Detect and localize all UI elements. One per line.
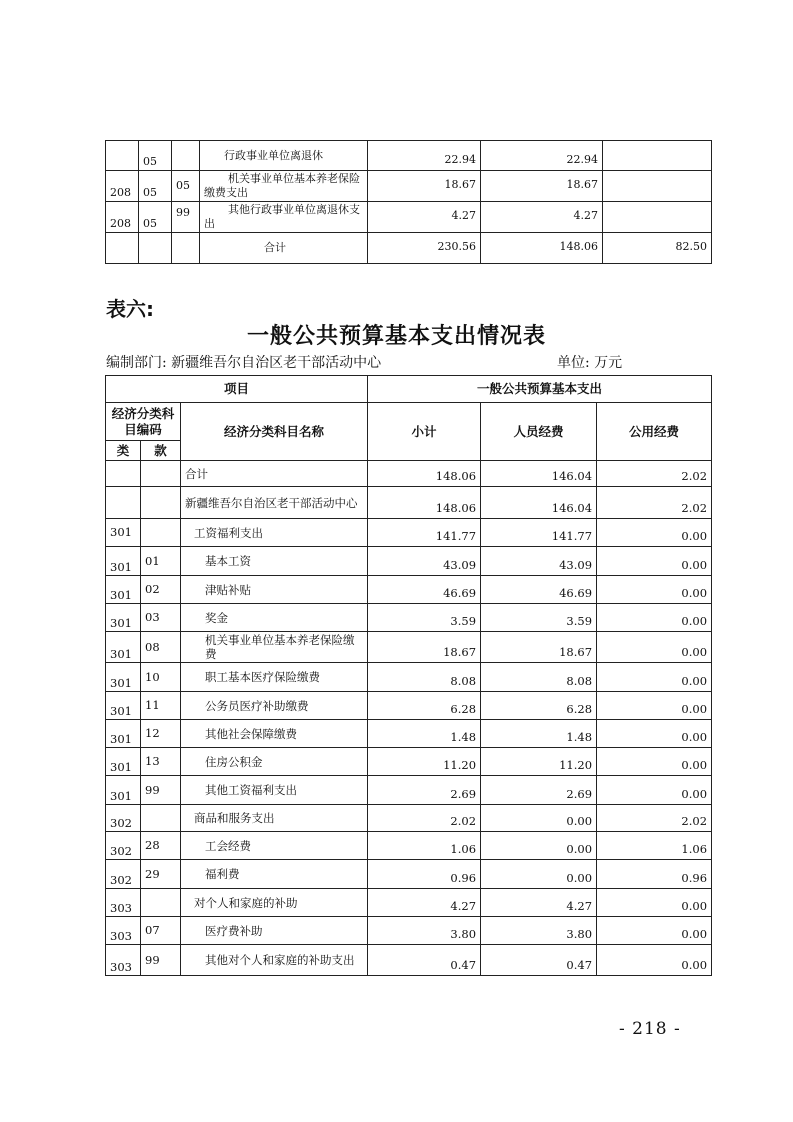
cell-item <box>141 519 181 547</box>
cell-code1: 208 <box>106 202 139 233</box>
cell-econ-name: 其他工资福利支出 <box>181 776 368 805</box>
cell-subtotal: 6.28 <box>368 692 481 720</box>
cell-subtotal: 0.96 <box>368 860 481 889</box>
cell-personnel: 3.80 <box>481 917 597 945</box>
cell-item: 02 <box>141 576 181 604</box>
cell-personnel: 43.09 <box>481 547 597 576</box>
cell-value <box>603 202 712 233</box>
cell-personnel: 141.77 <box>481 519 597 547</box>
cell-subtotal: 8.08 <box>368 663 481 692</box>
cell-item: 08 <box>141 632 181 663</box>
cell-category: 302 <box>106 805 141 832</box>
table-row <box>106 547 712 576</box>
cell-econ-name: 商品和服务支出 <box>181 805 368 832</box>
cell-public: 2.02 <box>597 461 712 487</box>
cell-public: 0.00 <box>597 692 712 720</box>
table-row <box>106 663 712 692</box>
cell-public: 0.00 <box>597 663 712 692</box>
cell-category: 301 <box>106 604 141 632</box>
page-number: - 218 - <box>619 1019 681 1039</box>
cell-category <box>106 487 141 519</box>
cell-item: 13 <box>141 748 181 776</box>
header-cat: 类 <box>106 441 141 461</box>
cell-category: 301 <box>106 692 141 720</box>
cell-value: 4.27 <box>368 202 481 233</box>
unit-label: 单位: 万元 <box>557 355 623 371</box>
cell-econ-name: 医疗费补助 <box>181 917 368 945</box>
cell-item: 29 <box>141 860 181 889</box>
cell-item: 99 <box>141 945 181 976</box>
cell-public: 0.00 <box>597 519 712 547</box>
cell-econ-name: 其他对个人和家庭的补助支出 <box>181 945 368 976</box>
cell-public: 0.00 <box>597 576 712 604</box>
cell-subtotal: 46.69 <box>368 576 481 604</box>
cell-category: 303 <box>106 945 141 976</box>
cell-econ-name: 住房公积金 <box>181 748 368 776</box>
section-label: 表六: <box>106 297 154 321</box>
cell-code1: 208 <box>106 171 139 202</box>
cell-item: 03 <box>141 604 181 632</box>
cell-personnel: 18.67 <box>481 632 597 663</box>
cell-item: 12 <box>141 720 181 748</box>
cell-personnel: 11.20 <box>481 748 597 776</box>
cell-code2 <box>139 233 172 264</box>
cell-public: 0.00 <box>597 720 712 748</box>
cell-econ-name: 新疆维吾尔自治区老干部活动中心 <box>181 487 368 519</box>
cell-category: 301 <box>106 632 141 663</box>
cell-name: 机关事业单位基本养老保险缴费支出 <box>200 171 368 202</box>
cell-category: 301 <box>106 776 141 805</box>
cell-code2: 05 <box>139 171 172 202</box>
cell-subtotal: 148.06 <box>368 461 481 487</box>
header-item: 款 <box>141 441 181 461</box>
table-row <box>106 171 712 202</box>
header-econ-code: 经济分类科目编码 <box>106 403 181 441</box>
table-row <box>106 692 712 720</box>
cell-personnel: 0.47 <box>481 945 597 976</box>
table-row <box>106 202 712 233</box>
cell-item: 11 <box>141 692 181 720</box>
table-row <box>106 487 712 519</box>
cell-subtotal: 1.48 <box>368 720 481 748</box>
cell-item <box>141 487 181 519</box>
cell-subtotal: 0.47 <box>368 945 481 976</box>
cell-category: 301 <box>106 720 141 748</box>
cell-econ-name: 工资福利支出 <box>181 519 368 547</box>
table-row <box>106 576 712 604</box>
table-row <box>106 519 712 547</box>
cell-value: 18.67 <box>368 171 481 202</box>
header-personnel: 人员经费 <box>481 403 597 461</box>
table-row <box>106 604 712 632</box>
header-budget: 一般公共预算基本支出 <box>368 376 712 403</box>
cell-public: 2.02 <box>597 805 712 832</box>
cell-category: 302 <box>106 860 141 889</box>
cell-item: 07 <box>141 917 181 945</box>
cell-public: 0.00 <box>597 945 712 976</box>
cell-econ-name: 基本工资 <box>181 547 368 576</box>
table-row <box>106 889 712 917</box>
cell-personnel: 6.28 <box>481 692 597 720</box>
cell-public: 2.02 <box>597 487 712 519</box>
cell-public: 0.96 <box>597 860 712 889</box>
cell-personnel: 4.27 <box>481 889 597 917</box>
table-row <box>106 805 712 832</box>
cell-item <box>141 805 181 832</box>
cell-code1 <box>106 141 139 171</box>
cell-category: 301 <box>106 748 141 776</box>
cell-public: 0.00 <box>597 917 712 945</box>
cell-personnel: 3.59 <box>481 604 597 632</box>
cell-public: 0.00 <box>597 604 712 632</box>
table-row <box>106 748 712 776</box>
table-row <box>106 832 712 860</box>
cell-econ-name: 职工基本医疗保险缴费 <box>181 663 368 692</box>
cell-subtotal: 43.09 <box>368 547 481 576</box>
continued-budget-table <box>105 140 712 264</box>
cell-subtotal: 148.06 <box>368 487 481 519</box>
cell-public: 0.00 <box>597 748 712 776</box>
cell-category: 303 <box>106 917 141 945</box>
cell-value: 230.56 <box>368 233 481 264</box>
cell-category: 301 <box>106 519 141 547</box>
cell-category <box>106 461 141 487</box>
cell-public: 0.00 <box>597 632 712 663</box>
cell-personnel: 0.00 <box>481 832 597 860</box>
cell-subtotal: 1.06 <box>368 832 481 860</box>
cell-subtotal: 3.80 <box>368 917 481 945</box>
header-subtotal: 小计 <box>368 403 481 461</box>
cell-public: 1.06 <box>597 832 712 860</box>
header-econ-name: 经济分类科目名称 <box>181 403 368 461</box>
table-row <box>106 461 712 487</box>
cell-econ-name: 其他社会保障缴费 <box>181 720 368 748</box>
table-row <box>106 233 712 264</box>
cell-code2: 05 <box>139 202 172 233</box>
cell-personnel: 146.04 <box>481 461 597 487</box>
cell-category: 301 <box>106 576 141 604</box>
cell-value: 4.27 <box>481 202 603 233</box>
cell-econ-name: 工会经费 <box>181 832 368 860</box>
table-row <box>106 860 712 889</box>
cell-subtotal: 141.77 <box>368 519 481 547</box>
cell-value: 148.06 <box>481 233 603 264</box>
dept-label: 编制部门: 新疆维吾尔自治区老干部活动中心 <box>106 355 382 371</box>
cell-code3: 99 <box>172 202 200 233</box>
cell-category: 301 <box>106 547 141 576</box>
table-row <box>106 632 712 663</box>
cell-category: 302 <box>106 832 141 860</box>
basic-expenditure-table <box>105 375 712 976</box>
cell-personnel: 1.48 <box>481 720 597 748</box>
cell-item <box>141 889 181 917</box>
cell-subtotal: 18.67 <box>368 632 481 663</box>
cell-code3 <box>172 233 200 264</box>
cell-econ-name: 津贴补贴 <box>181 576 368 604</box>
cell-value <box>603 171 712 202</box>
cell-personnel: 2.69 <box>481 776 597 805</box>
table-row <box>106 945 712 976</box>
cell-subtotal: 11.20 <box>368 748 481 776</box>
cell-code3: 05 <box>172 171 200 202</box>
cell-value: 18.67 <box>481 171 603 202</box>
cell-name: 行政事业单位离退休 <box>200 141 368 171</box>
table-title: 一般公共预算基本支出情况表 <box>246 324 546 349</box>
cell-item: 10 <box>141 663 181 692</box>
cell-econ-name: 机关事业单位基本养老保险缴费 <box>181 632 368 663</box>
cell-name: 合计 <box>200 233 368 264</box>
cell-public: 0.00 <box>597 889 712 917</box>
cell-value: 82.50 <box>603 233 712 264</box>
cell-category: 301 <box>106 663 141 692</box>
cell-item: 01 <box>141 547 181 576</box>
cell-public: 0.00 <box>597 547 712 576</box>
cell-code2: 05 <box>139 141 172 171</box>
cell-econ-name: 对个人和家庭的补助 <box>181 889 368 917</box>
cell-personnel: 146.04 <box>481 487 597 519</box>
cell-subtotal: 2.02 <box>368 805 481 832</box>
header-project: 项目 <box>106 376 368 403</box>
cell-econ-name: 奖金 <box>181 604 368 632</box>
cell-subtotal: 4.27 <box>368 889 481 917</box>
cell-value <box>603 141 712 171</box>
cell-personnel: 0.00 <box>481 805 597 832</box>
table-row <box>106 917 712 945</box>
cell-subtotal: 3.59 <box>368 604 481 632</box>
table-row <box>106 776 712 805</box>
cell-public: 0.00 <box>597 776 712 805</box>
table-row <box>106 720 712 748</box>
cell-category: 303 <box>106 889 141 917</box>
cell-personnel: 0.00 <box>481 860 597 889</box>
cell-code3 <box>172 141 200 171</box>
header-public: 公用经费 <box>597 403 712 461</box>
cell-personnel: 8.08 <box>481 663 597 692</box>
cell-name: 其他行政事业单位离退休支出 <box>200 202 368 233</box>
cell-code1 <box>106 233 139 264</box>
table-row <box>106 141 712 171</box>
cell-econ-name: 合计 <box>181 461 368 487</box>
cell-personnel: 46.69 <box>481 576 597 604</box>
cell-value: 22.94 <box>368 141 481 171</box>
cell-value: 22.94 <box>481 141 603 171</box>
cell-econ-name: 福利费 <box>181 860 368 889</box>
cell-econ-name: 公务员医疗补助缴费 <box>181 692 368 720</box>
cell-subtotal: 2.69 <box>368 776 481 805</box>
cell-item: 28 <box>141 832 181 860</box>
cell-item <box>141 461 181 487</box>
cell-item: 99 <box>141 776 181 805</box>
